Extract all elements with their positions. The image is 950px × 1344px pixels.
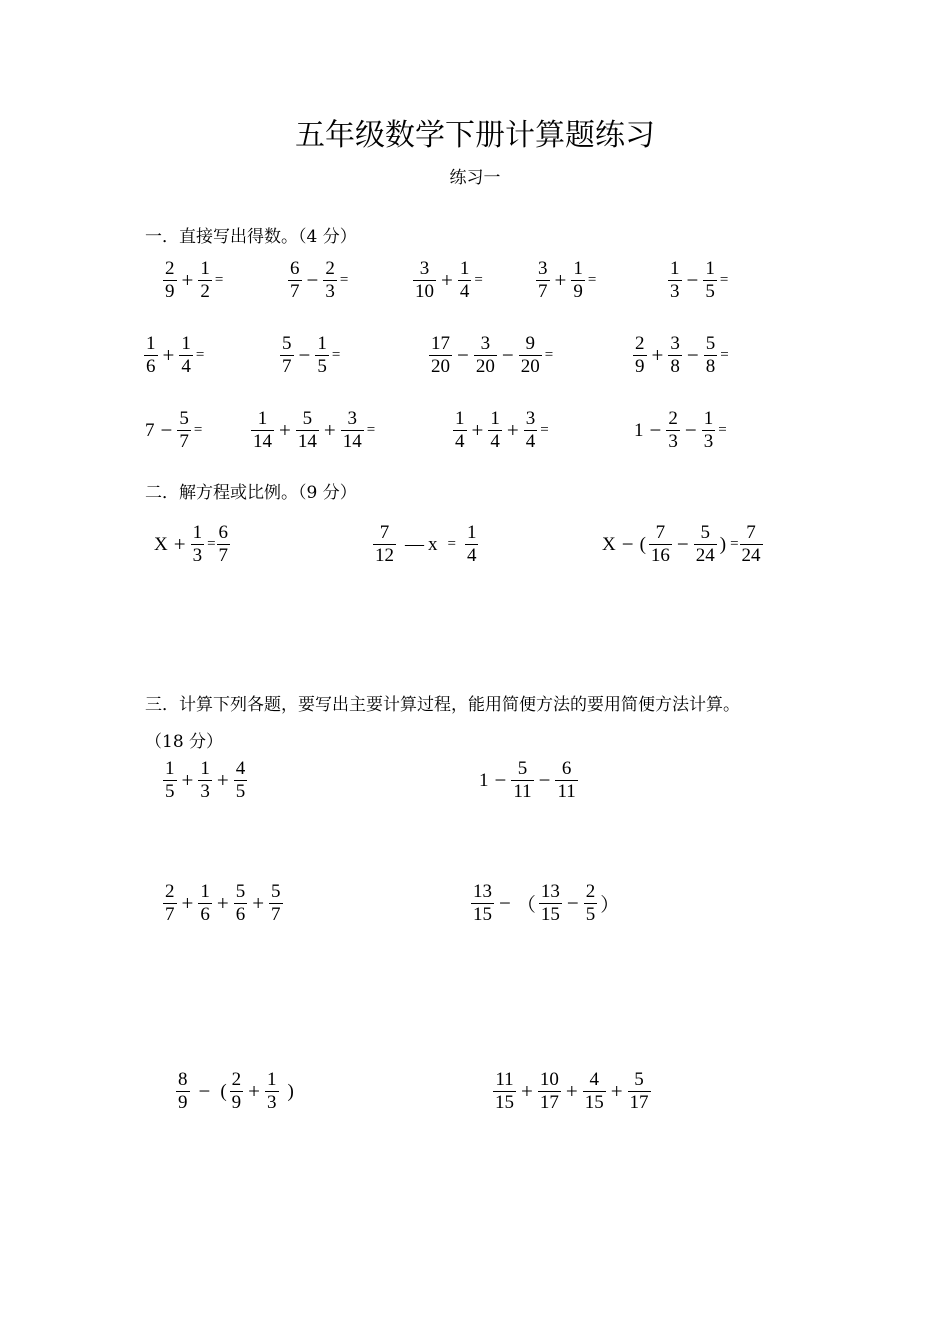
problem-4: $\frac{3}{7}$ + $\frac{1}{9}$ = — [538, 258, 597, 302]
fraction: $\frac{5}{7}$ — [271, 881, 281, 925]
equation-3: X − ( $\frac{7}{16}$ − $\frac{5}{24}$ ) = $\frac{7}{24}$ — [602, 522, 761, 566]
fraction: $\frac{1}{3}$ — [703, 408, 714, 452]
fraction: $\frac{2}{7}$ — [165, 881, 175, 925]
calc-1: $\frac{1}{5}$ + $\frac{1}{3}$ + $\frac{4}{5}$ — [165, 758, 246, 802]
fraction: $\frac{3}{4}$ — [525, 408, 536, 452]
fraction: $\frac{1}{6}$ — [146, 333, 156, 377]
fraction: $\frac{7}{12}$ — [375, 522, 394, 566]
fraction: $\frac{2}{3}$ — [668, 408, 678, 452]
problem-1: $\frac{2}{9}$ + $\frac{1}{2}$ = — [165, 258, 224, 302]
fraction: $\frac{1}{5}$ — [317, 333, 327, 377]
section-3-points: （18 分） — [145, 732, 224, 752]
fraction: $\frac{1}{2}$ — [200, 258, 210, 302]
fraction: $\frac{1}{3}$ — [670, 258, 680, 302]
fraction: $\frac{2}{9}$ — [635, 333, 645, 377]
fraction: $\frac{6}{7}$ — [290, 258, 300, 302]
fraction: $\frac{17}{20}$ — [431, 333, 450, 377]
fraction: $\frac{8}{9}$ — [178, 1069, 188, 1113]
fraction: $\frac{9}{20}$ — [520, 333, 540, 377]
section-3-heading: 三．计算下列各题，要写出主要计算过程，能用简便方法的要用简便方法计算。 — [145, 695, 740, 715]
problem-8: $\frac{17}{20}$ − $\frac{3}{20}$ − $\frac{9}{20}$ = — [431, 333, 554, 377]
calc-3: $\frac{2}{7}$ + $\frac{1}{6}$ + $\frac{5}{6}$ + $\frac{5}{7}$ — [165, 881, 281, 925]
fraction: $\frac{5}{8}$ — [705, 333, 716, 377]
fraction: $\frac{2}{3}$ — [325, 258, 335, 302]
fraction: $\frac{3}{14}$ — [342, 408, 362, 452]
fraction: $\frac{1}{14}$ — [253, 408, 272, 452]
fraction: $\frac{2}{9}$ — [231, 1069, 242, 1113]
fraction: $\frac{1}{9}$ — [573, 258, 583, 302]
fraction: $\frac{5}{24}$ — [695, 522, 715, 566]
fraction: $\frac{13}{15}$ — [473, 881, 492, 925]
section-1-heading: 一．直接写出得数。（4 分） — [145, 227, 357, 247]
page-title: 五年级数学下册计算题练习 — [295, 118, 655, 153]
problem-10: 7 − $\frac{5}{7}$ = — [145, 408, 203, 452]
problem-13: 1 − $\frac{2}{3}$ − $\frac{1}{3}$ = — [634, 408, 727, 452]
fraction: $\frac{5}{6}$ — [235, 881, 246, 925]
fraction: $\frac{11}{15}$ — [495, 1069, 514, 1113]
section-2-heading: 二．解方程或比例。（9 分） — [145, 483, 357, 503]
problem-6: $\frac{1}{6}$ + $\frac{1}{4}$ = — [146, 333, 205, 377]
fraction: $\frac{3}{7}$ — [538, 258, 548, 302]
fraction: $\frac{4}{15}$ — [584, 1069, 604, 1113]
calc-2: 1 − $\frac{5}{11}$ − $\frac{6}{11}$ — [479, 758, 576, 802]
fraction: $\frac{1}{4}$ — [490, 408, 500, 452]
fraction: $\frac{6}{11}$ — [557, 758, 576, 802]
fraction: $\frac{1}{6}$ — [200, 881, 210, 925]
problem-2: $\frac{6}{7}$ − $\frac{2}{3}$ = — [290, 258, 349, 302]
fraction: $\frac{1}{4}$ — [459, 258, 470, 302]
fraction: $\frac{4}{5}$ — [235, 758, 246, 802]
fraction: $\frac{3}{8}$ — [670, 333, 680, 377]
fraction: $\frac{10}{17}$ — [539, 1069, 559, 1113]
calc-5: $\frac{8}{9}$ − ( $\frac{2}{9}$ + $\frac{1}{3}$ ) — [178, 1069, 294, 1113]
fraction: $\frac{2}{5}$ — [585, 881, 596, 925]
fraction: $\frac{5}{17}$ — [629, 1069, 649, 1113]
equation-2: $\frac{7}{12}$ — x = $\frac{1}{4}$ — [375, 522, 477, 566]
fraction: $\frac{7}{24}$ — [741, 522, 761, 566]
fraction: $\frac{5}{14}$ — [297, 408, 317, 452]
problem-12: $\frac{1}{4}$ + $\frac{1}{4}$ + $\frac{3}{4}$ = — [455, 408, 549, 452]
problem-5: $\frac{1}{3}$ − $\frac{1}{5}$ = — [670, 258, 729, 302]
fraction: $\frac{5}{7}$ — [282, 333, 292, 377]
fraction: $\frac{1}{5}$ — [705, 258, 715, 302]
fraction: $\frac{1}{5}$ — [165, 758, 175, 802]
fraction: $\frac{1}{4}$ — [466, 522, 477, 566]
problem-7: $\frac{5}{7}$ − $\frac{1}{5}$ = — [282, 333, 341, 377]
fraction: $\frac{13}{15}$ — [540, 881, 560, 925]
fraction: $\frac{5}{7}$ — [179, 408, 189, 452]
calc-4: $\frac{13}{15}$ − （ $\frac{13}{15}$ − $\frac{2}{5}$ ） — [473, 881, 620, 925]
fraction: $\frac{7}{16}$ — [650, 522, 670, 566]
fraction: $\frac{2}{9}$ — [165, 258, 175, 302]
problem-11: $\frac{1}{14}$ + $\frac{5}{14}$ + $\frac{3}{14}$ = — [253, 408, 376, 452]
fraction: $\frac{3}{20}$ — [475, 333, 495, 377]
fraction: $\frac{5}{11}$ — [513, 758, 532, 802]
fraction: $\frac{1}{4}$ — [181, 333, 191, 377]
fraction: $\frac{1}{4}$ — [455, 408, 465, 452]
problem-9: $\frac{2}{9}$ + $\frac{3}{8}$ − $\frac{5}{8}$ = — [635, 333, 729, 377]
fraction: $\frac{1}{3}$ — [200, 758, 210, 802]
fraction: $\frac{1}{3}$ — [267, 1069, 277, 1113]
equation-1: X + $\frac{1}{3}$ = $\frac{6}{7}$ — [154, 522, 229, 566]
page-subtitle: 练习一 — [449, 168, 501, 188]
fraction: $\frac{6}{7}$ — [218, 522, 229, 566]
problem-3: $\frac{3}{10}$ + $\frac{1}{4}$ = — [415, 258, 483, 302]
calc-6: $\frac{11}{15}$ + $\frac{10}{17}$ + $\frac{4}{15}$ + $\frac{5}{17}$ — [495, 1069, 649, 1113]
fraction: $\frac{1}{3}$ — [192, 522, 203, 566]
fraction: $\frac{3}{10}$ — [415, 258, 434, 302]
